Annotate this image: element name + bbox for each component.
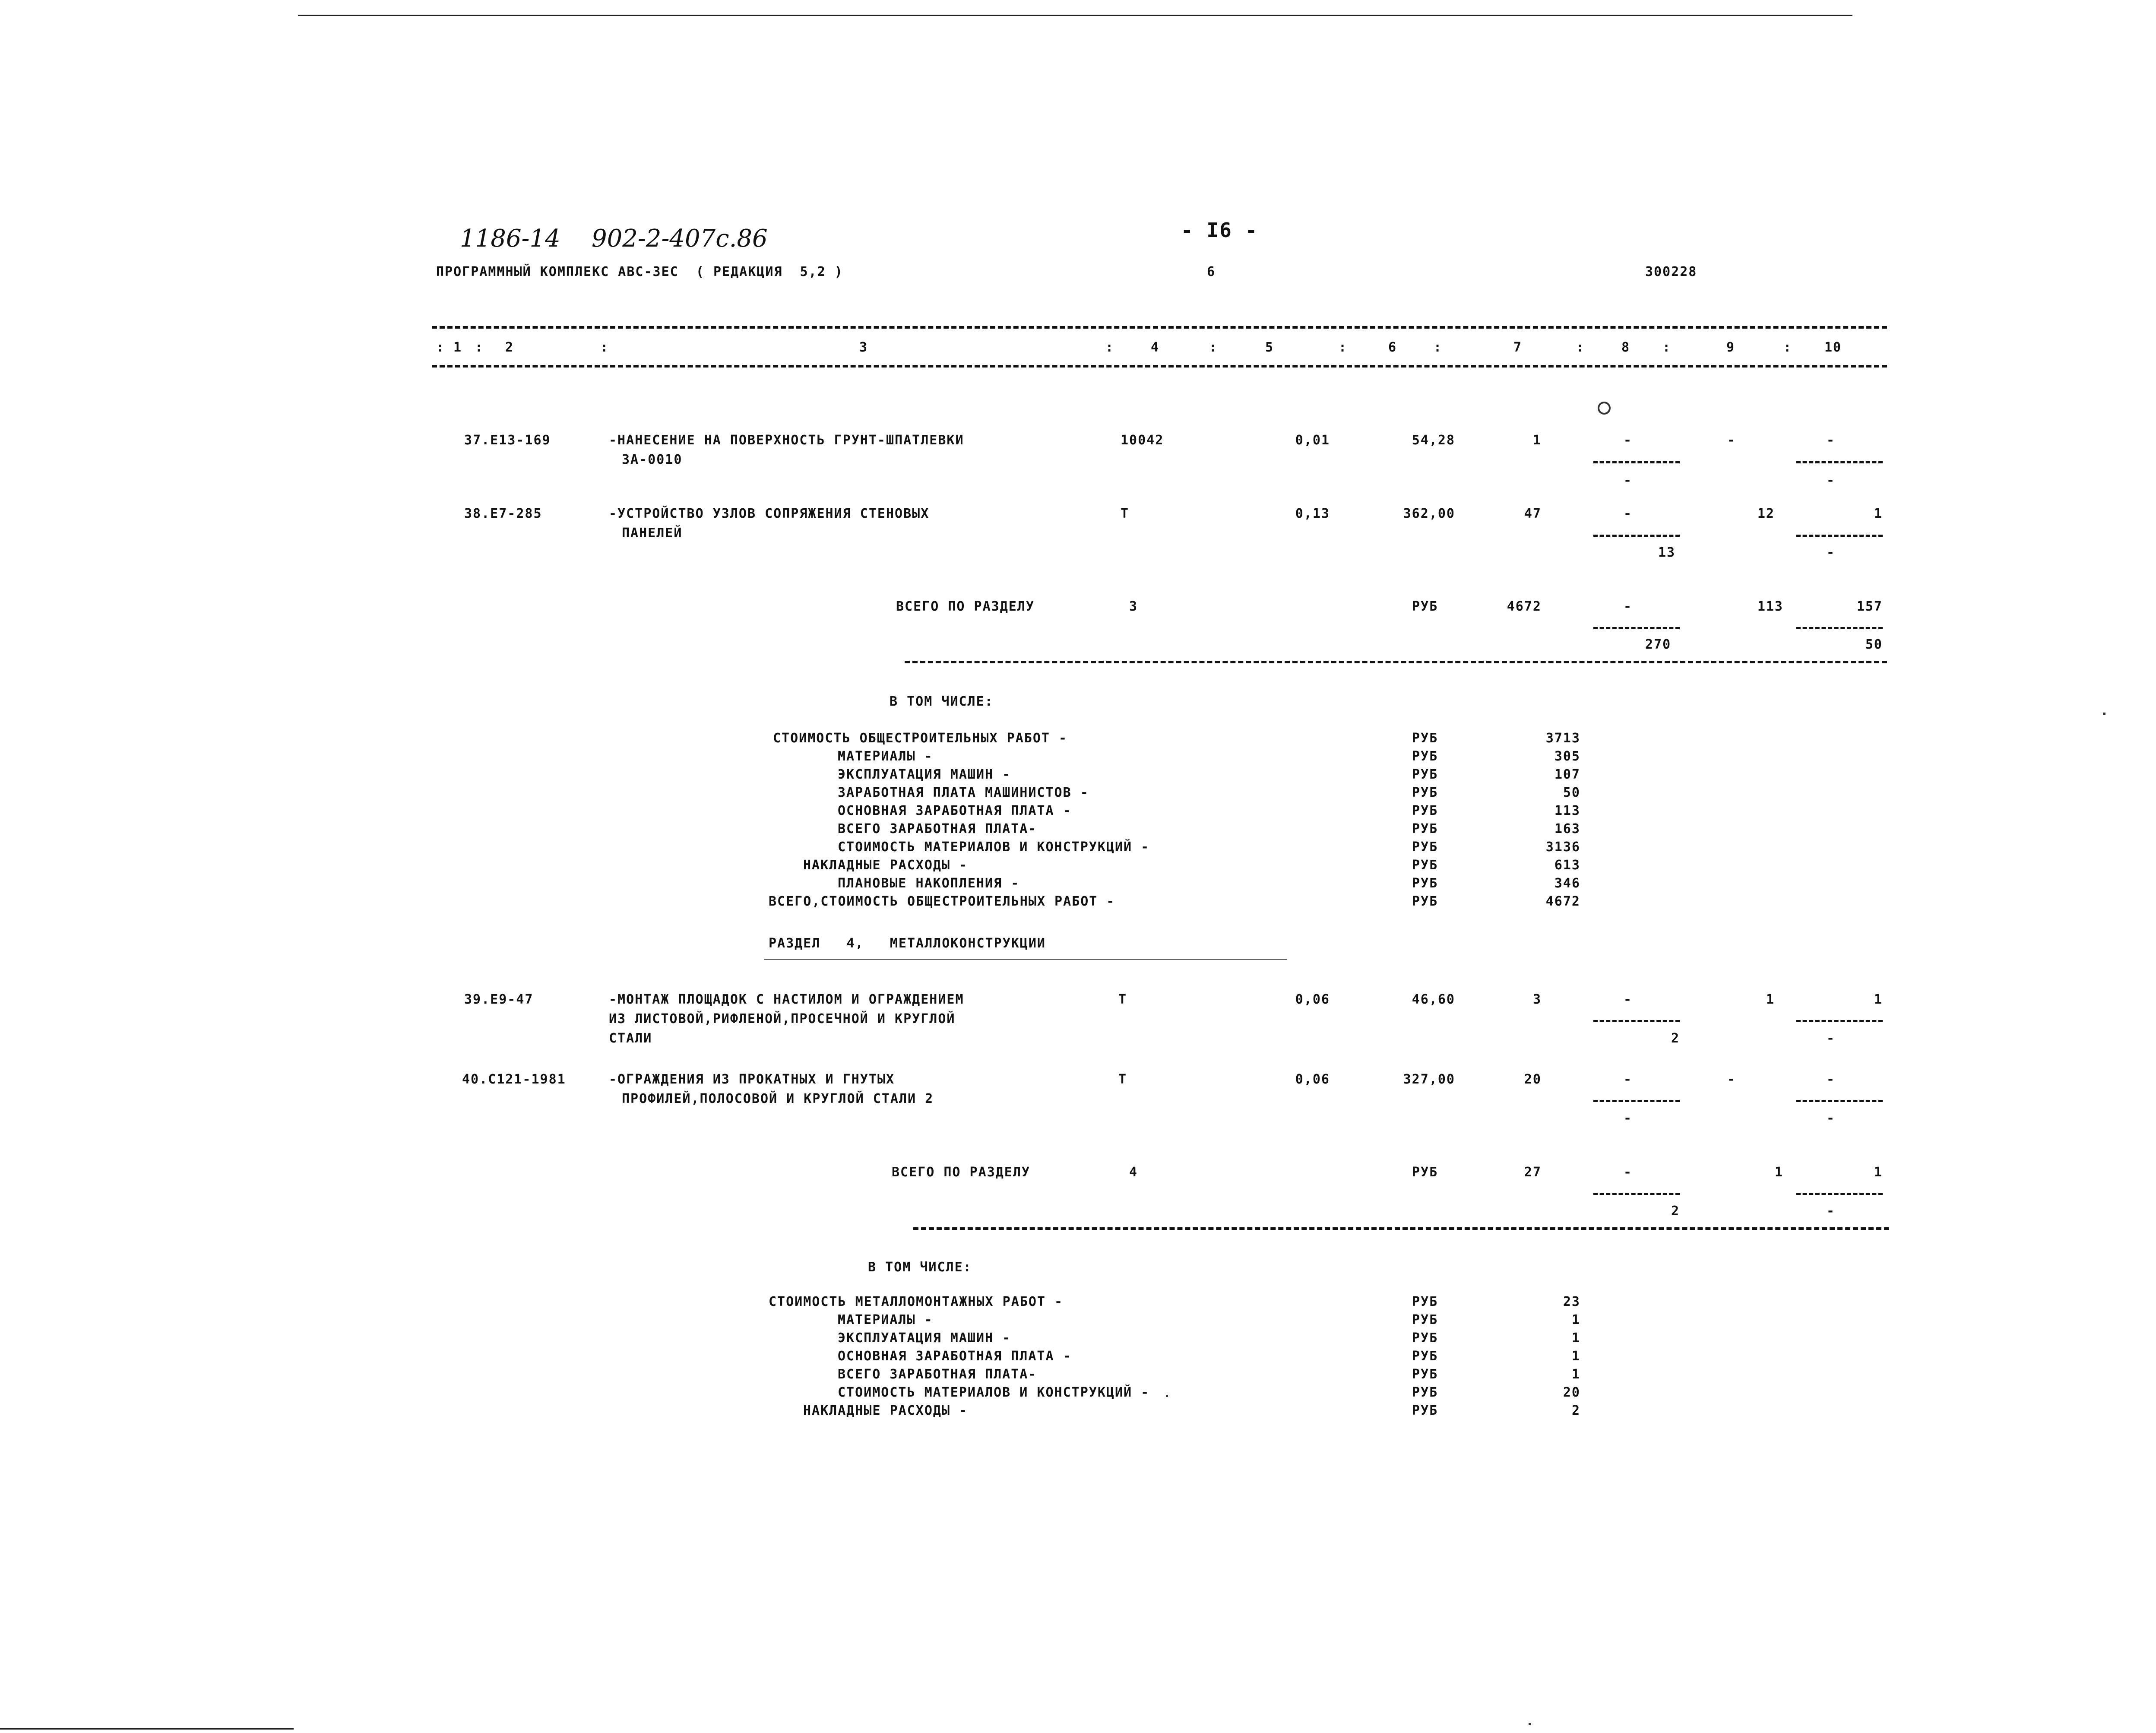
breakdown-unit: РУБ	[1412, 840, 1438, 855]
item-price: 362,00	[1403, 506, 1455, 521]
item-col8: -	[1624, 992, 1633, 1007]
item-price: 46,60	[1412, 992, 1455, 1007]
including-heading: В ТОМ ЧИСЛЕ:	[890, 694, 994, 709]
col10-underline	[1796, 627, 1883, 629]
breakdown-label: ЭКСПЛУАТАЦИЯ МАШИН -	[838, 767, 1011, 782]
item-col8: -	[1624, 433, 1633, 448]
col-sep: :	[1209, 340, 1218, 355]
item-qty: 0,06	[1295, 992, 1330, 1007]
item-col10: -	[1827, 433, 1836, 448]
section-total-value: 27	[1524, 1165, 1542, 1180]
section-total-col9: 1	[1774, 1165, 1783, 1180]
section-heading: РАЗДЕЛ 4, МЕТАЛЛОКОНСТРУКЦИИ	[769, 936, 1046, 951]
document-number: 300228	[1645, 264, 1697, 279]
section-total-col10: 1	[1874, 1165, 1883, 1180]
item-description: -МОНТАЖ ПЛОЩАДОК С НАСТИЛОМ И ОГРАЖДЕНИЕМ	[609, 992, 964, 1007]
breakdown-value: 50	[1563, 785, 1580, 800]
breakdown-unit: РУБ	[1412, 858, 1438, 873]
col-sep: :	[1434, 340, 1443, 355]
item-code: 39.Е9-47	[464, 992, 534, 1007]
breakdown-value: 1	[1571, 1331, 1580, 1346]
breakdown-value: 20	[1563, 1385, 1580, 1400]
col-num-8: 8	[1621, 340, 1630, 355]
section-total-col8-lower: 270	[1645, 637, 1672, 652]
col-num-1: 1	[453, 340, 462, 355]
section-total-col8-lower: 2	[1671, 1204, 1680, 1219]
breakdown-label: ОСНОВНАЯ ЗАРАБОТНАЯ ПЛАТА -	[838, 1349, 1072, 1364]
section-total-col9: 113	[1757, 599, 1783, 614]
handwritten-project-code: 902-2-407c.86	[592, 225, 768, 253]
item-description: -НАНЕСЕНИЕ НА ПОВЕРХНОСТЬ ГРУНТ-ШПАТЛЕВКИ	[609, 433, 964, 448]
breakdown-value: 2	[1571, 1403, 1580, 1418]
item-description-cont: СТАЛИ	[609, 1031, 652, 1046]
item-col8-lower: -	[1624, 1111, 1633, 1126]
program-header: ПРОГРАММНЫЙ КОМПЛЕКС АВС-ЗЕС ( РЕДАКЦИЯ 5,2 )	[436, 264, 843, 279]
breakdown-label: ВСЕГО,СТОИМОСТЬ ОБЩЕСТРОИТЕЛЬНЫХ РАБОТ -	[769, 894, 1115, 909]
section-total-label: ВСЕГО ПО РАЗДЕЛУ	[892, 1165, 1030, 1180]
breakdown-unit: РУБ	[1412, 1312, 1438, 1327]
item-description-cont: ЗА-0010	[622, 452, 683, 467]
item-col9: 1	[1766, 992, 1775, 1007]
col-num-6: 6	[1388, 340, 1397, 355]
breakdown-unit: РУБ	[1412, 1294, 1438, 1309]
item-description-cont: ПРОФИЛЕЙ,ПОЛОСОВОЙ И КРУГЛОЙ СТАЛИ 2	[622, 1091, 934, 1106]
col10-underline	[1796, 1100, 1883, 1102]
breakdown-value: 1	[1571, 1312, 1580, 1327]
scan-top-line	[298, 15, 1852, 16]
col10-underline	[1796, 1020, 1883, 1022]
col-sep: :	[1662, 340, 1672, 355]
item-total: 20	[1524, 1072, 1542, 1087]
item-col8: -	[1624, 506, 1633, 521]
col10-underline	[1796, 1193, 1883, 1195]
scan-speck	[1598, 402, 1611, 415]
item-total: 3	[1532, 992, 1542, 1007]
col-num-7: 7	[1513, 340, 1523, 355]
item-col8: -	[1624, 1072, 1633, 1087]
col-sep: :	[600, 340, 609, 355]
breakdown-unit: РУБ	[1412, 1403, 1438, 1418]
item-total: 47	[1524, 506, 1542, 521]
section-total-col10-lower: -	[1827, 1204, 1836, 1219]
item-col9: 12	[1757, 506, 1775, 521]
item-unit: Т	[1121, 506, 1130, 521]
item-description-cont: ПАНЕЛЕЙ	[622, 526, 683, 541]
item-col9: -	[1727, 1072, 1736, 1087]
breakdown-unit: РУБ	[1412, 1385, 1438, 1400]
breakdown-label: ЗАРАБОТНАЯ ПЛАТА МАШИНИСТОВ -	[838, 785, 1089, 800]
breakdown-value: 163	[1554, 821, 1580, 836]
breakdown-label: СТОИМОСТЬ ОБЩЕСТРОИТЕЛЬНЫХ РАБОТ -	[773, 731, 1068, 746]
col8-underline	[1593, 627, 1680, 629]
section-total-unit: РУБ	[1412, 1165, 1438, 1180]
breakdown-unit: РУБ	[1412, 1349, 1438, 1364]
item-col8-lower: 13	[1658, 545, 1676, 560]
section-total-unit: РУБ	[1412, 599, 1438, 614]
section-total-col8: -	[1624, 1165, 1633, 1180]
section-total-label: ВСЕГО ПО РАЗДЕЛУ	[896, 599, 1035, 614]
scan-speck	[2103, 713, 2105, 715]
item-col10: 1	[1874, 992, 1883, 1007]
item-col8-lower: -	[1624, 473, 1633, 488]
breakdown-value: 107	[1554, 767, 1580, 782]
item-unit: Т	[1118, 992, 1127, 1007]
item-qty: 0,13	[1295, 506, 1330, 521]
item-code: 40.С121-1981	[462, 1072, 566, 1087]
breakdown-unit: РУБ	[1412, 731, 1438, 746]
breakdown-value: 113	[1554, 803, 1580, 818]
col-sep: :	[475, 340, 484, 355]
item-col10-lower: -	[1827, 473, 1836, 488]
breakdown-label: СТОИМОСТЬ МЕТАЛЛОМОНТАЖНЫХ РАБОТ -	[769, 1294, 1064, 1309]
item-unit: 10042	[1121, 433, 1164, 448]
item-description: -УСТРОЙСТВО УЗЛОВ СОПРЯЖЕНИЯ СТЕНОВЫХ	[609, 506, 930, 521]
breakdown-unit: РУБ	[1412, 785, 1438, 800]
item-description: -ОГРАЖДЕНИЯ ИЗ ПРОКАТНЫХ И ГНУТЫХ	[609, 1072, 895, 1087]
breakdown-unit: РУБ	[1412, 803, 1438, 818]
header-rule-top	[432, 326, 1887, 329]
section-total-value: 4672	[1507, 599, 1542, 614]
col-num-5: 5	[1265, 340, 1274, 355]
scan-speck	[1529, 1723, 1531, 1725]
scan-bottom-line	[0, 1728, 294, 1730]
col8-underline	[1593, 1020, 1680, 1022]
item-col8-lower: 2	[1671, 1031, 1680, 1046]
breakdown-label: СТОИМОСТЬ МАТЕРИАЛОВ И КОНСТРУКЦИЙ -	[838, 840, 1150, 855]
section-total-col8: -	[1624, 599, 1633, 614]
item-qty: 0,06	[1295, 1072, 1330, 1087]
breakdown-unit: РУБ	[1412, 767, 1438, 782]
breakdown-unit: РУБ	[1412, 1331, 1438, 1346]
col8-underline	[1593, 461, 1680, 463]
col-num-4: 4	[1151, 340, 1160, 355]
breakdown-unit: РУБ	[1412, 749, 1438, 764]
col-sep: :	[1339, 340, 1348, 355]
breakdown-label: НАКЛАДНЫЕ РАСХОДЫ -	[803, 1403, 968, 1418]
breakdown-unit: РУБ	[1412, 894, 1438, 909]
handwritten-sheet-number: 1186-14	[460, 225, 560, 253]
breakdown-label: ЭКСПЛУАТАЦИЯ МАШИН -	[838, 1331, 1011, 1346]
breakdown-value: 613	[1554, 858, 1580, 873]
breakdown-label: ПЛАНОВЫЕ НАКОПЛЕНИЯ -	[838, 876, 1020, 891]
breakdown-value: 305	[1554, 749, 1580, 764]
item-col10: -	[1827, 1072, 1836, 1087]
section-total-rule	[905, 661, 1887, 663]
header-rule-bottom	[432, 365, 1887, 368]
breakdown-label: ОСНОВНАЯ ЗАРАБОТНАЯ ПЛАТА -	[838, 803, 1072, 818]
breakdown-label: ВСЕГО ЗАРАБОТНАЯ ПЛАТА-	[838, 821, 1037, 836]
col8-underline	[1593, 1100, 1680, 1102]
item-code: 37.Е13-169	[464, 433, 551, 448]
item-col9: -	[1727, 433, 1736, 448]
col-num-3: 3	[859, 340, 868, 355]
item-price: 54,28	[1412, 433, 1455, 448]
breakdown-unit: РУБ	[1412, 1367, 1438, 1382]
item-code: 38.Е7-285	[464, 506, 542, 521]
section-total-number: 3	[1129, 599, 1138, 614]
col-sep: :	[436, 340, 445, 355]
item-col10-lower: -	[1827, 545, 1836, 560]
section-total-number: 4	[1129, 1165, 1138, 1180]
col-sep: :	[1576, 340, 1585, 355]
section-total-rule	[913, 1227, 1889, 1230]
scan-speck	[1166, 1395, 1168, 1397]
page-number: - I6 -	[1181, 219, 1258, 242]
section-heading-underline	[764, 958, 1287, 961]
col10-underline	[1796, 535, 1883, 537]
section-total-col10: 157	[1856, 599, 1883, 614]
col-num-9: 9	[1726, 340, 1735, 355]
item-col10-lower: -	[1827, 1111, 1836, 1126]
item-price: 327,00	[1403, 1072, 1455, 1087]
breakdown-label: МАТЕРИАЛЫ -	[838, 749, 933, 764]
breakdown-value: 346	[1554, 876, 1580, 891]
col-sep: :	[1105, 340, 1114, 355]
col-sep: :	[1783, 340, 1792, 355]
item-col10: 1	[1874, 506, 1883, 521]
breakdown-label: НАКЛАДНЫЕ РАСХОДЫ -	[803, 858, 968, 873]
item-col10-lower: -	[1827, 1031, 1836, 1046]
breakdown-value: 3136	[1545, 840, 1580, 855]
breakdown-value: 4672	[1545, 894, 1580, 909]
section-total-col10-lower: 50	[1865, 637, 1883, 652]
sheet-mark: 6	[1207, 264, 1216, 279]
breakdown-unit: РУБ	[1412, 876, 1438, 891]
col-num-2: 2	[505, 340, 514, 355]
col-num-10: 10	[1824, 340, 1842, 355]
breakdown-value: 23	[1563, 1294, 1580, 1309]
item-unit: Т	[1118, 1072, 1127, 1087]
item-qty: 0,01	[1295, 433, 1330, 448]
breakdown-label: СТОИМОСТЬ МАТЕРИАЛОВ И КОНСТРУКЦИЙ -	[838, 1385, 1150, 1400]
col8-underline	[1593, 1193, 1680, 1195]
breakdown-value: 1	[1571, 1367, 1580, 1382]
col10-underline	[1796, 461, 1883, 463]
col8-underline	[1593, 535, 1680, 537]
item-total: 1	[1532, 433, 1542, 448]
breakdown-label: ВСЕГО ЗАРАБОТНАЯ ПЛАТА-	[838, 1367, 1037, 1382]
breakdown-value: 3713	[1545, 731, 1580, 746]
breakdown-label: МАТЕРИАЛЫ -	[838, 1312, 933, 1327]
including-heading: В ТОМ ЧИСЛЕ:	[868, 1260, 972, 1275]
breakdown-unit: РУБ	[1412, 821, 1438, 836]
item-description-cont: ИЗ ЛИСТОВОЙ,РИФЛЕНОЙ,ПРОСЕЧНОЙ И КРУГЛОЙ	[609, 1011, 956, 1026]
breakdown-value: 1	[1571, 1349, 1580, 1364]
